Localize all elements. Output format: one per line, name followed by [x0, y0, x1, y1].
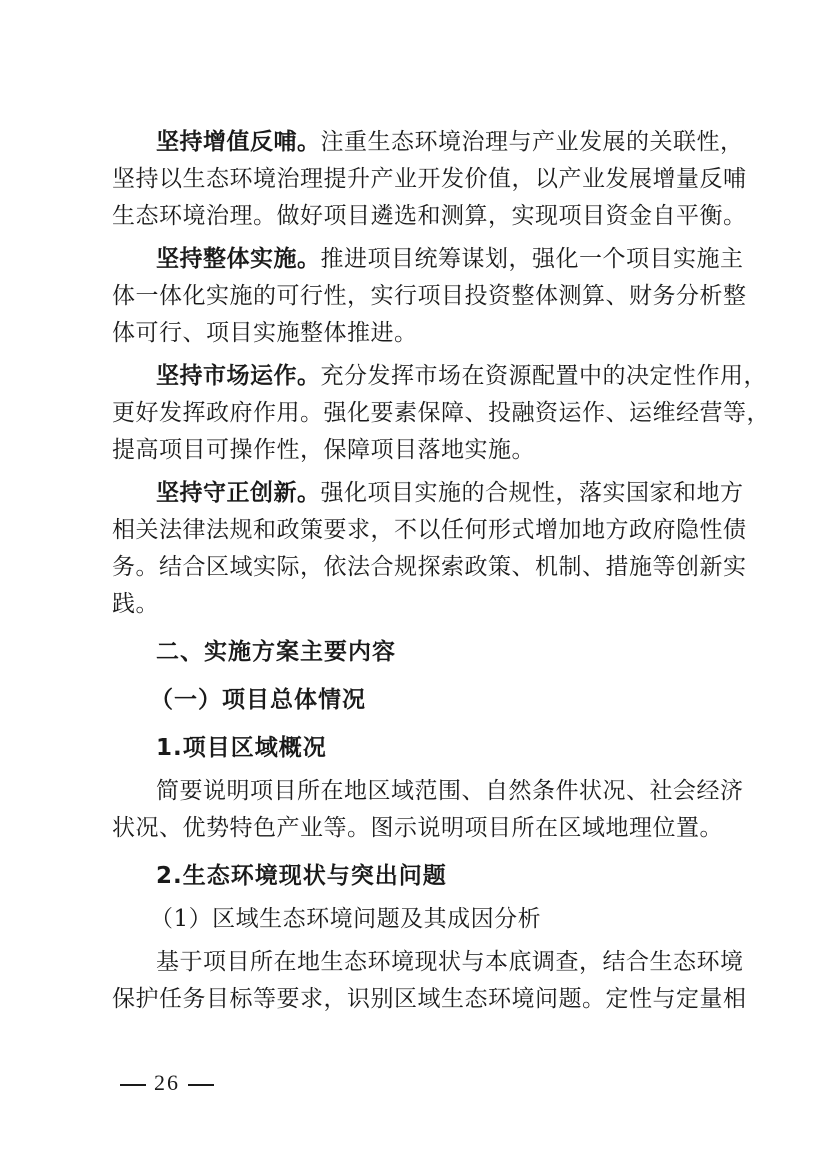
section-heading: 二、实施方案主要内容 [156, 639, 396, 665]
paragraph-market-operation [112, 358, 770, 469]
item-heading: 1.项目区域概况 [156, 735, 327, 761]
paragraph-line: 基于项目所在地生态环境现状与本底调查，结合生态环境 [156, 949, 744, 975]
paragraph-line: 体可行、项目实施整体推进。 [112, 320, 418, 346]
paragraph-text: 强化项目实施的合规性，落实国家和地方 [320, 480, 744, 506]
paragraph-line: 相关法律法规和政策要求，不以任何形式增加地方政府隐性债 [112, 517, 747, 543]
paragraph-integrated-implementation [112, 241, 747, 352]
page-number: 26 [154, 1070, 180, 1095]
paragraph-line: 坚持以生态环境治理提升产业开发价值，以产业发展增量反哺 [112, 166, 747, 192]
paragraph-first-line [112, 241, 744, 278]
paragraph-line: 状况、优势特色产业等。图示说明项目所在区域地理位置。 [112, 815, 723, 841]
item-heading: 2.生态环境现状与突出问题 [156, 863, 447, 889]
paragraph-value-feedback [112, 124, 747, 235]
paragraph-text: 注重生态环境治理与产业发展的关联性， [320, 129, 744, 155]
paragraph-lead: 坚持市场运作。 [156, 363, 321, 389]
paragraph-line: 更好发挥政府作用。强化要素保障、投融资运作、运维经营等， [112, 400, 770, 426]
paragraph-first-line [112, 124, 744, 161]
paragraph-line: 保护任务目标等要求，识别区域生态环境问题。定性与定量相 [112, 986, 747, 1012]
paragraph-lead: 坚持整体实施。 [156, 246, 321, 272]
footer-dash-right [188, 1084, 214, 1086]
footer-dash-left [120, 1084, 146, 1086]
paragraph-line: 务。结合区域实际，依法合规探索政策、机制、措施等创新实 [112, 554, 747, 580]
paragraph-problem-analysis [112, 944, 747, 1018]
paragraph-first-line [112, 475, 744, 512]
paragraph-lead: 坚持守正创新。 [156, 480, 321, 506]
paragraph-text: 充分发挥市场在资源配置中的决定性作用， [320, 363, 767, 389]
subsection-heading: （一）项目总体情况 [150, 687, 366, 713]
paragraph-line: 践。 [112, 591, 159, 617]
paragraph-text: 推进项目统筹谋划，强化一个项目实施主 [320, 246, 744, 272]
paragraph-innovation [112, 475, 747, 623]
paragraph-region-overview [112, 773, 744, 847]
paragraph-line: 简要说明项目所在地区域范围、自然条件状况、社会经济 [156, 778, 744, 804]
paragraph-first-line [112, 358, 767, 395]
item-sub-heading: （1）区域生态环境问题及其成因分析 [150, 906, 542, 932]
paragraph-line: 体一体化实施的可行性，实行项目投资整体测算、财务分析整 [112, 283, 747, 309]
paragraph-line: 生态环境治理。做好项目遴选和测算，实现项目资金自平衡。 [112, 203, 747, 229]
paragraph-lead: 坚持增值反哺。 [156, 129, 321, 155]
document-page [112, 124, 770, 1018]
page-footer [112, 1070, 222, 1096]
paragraph-line: 提高项目可操作性，保障项目落地实施。 [112, 437, 535, 463]
